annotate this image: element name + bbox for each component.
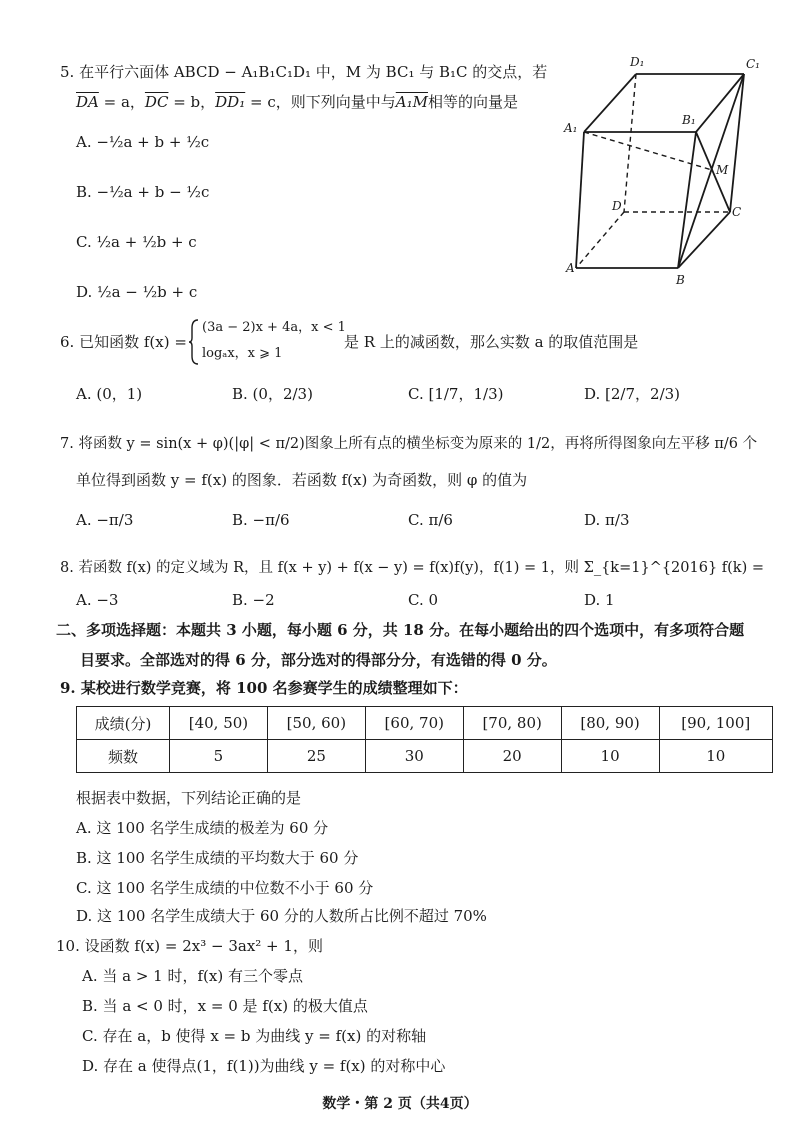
q5-option-a: A. −½a + b + ½c — [76, 133, 210, 151]
q10-option-a: A. 当 a > 1 时，f(x) 有三个零点 — [82, 967, 303, 985]
table-freq: 30 — [365, 740, 463, 773]
table-row-header — [77, 707, 773, 740]
edge-a1a — [576, 132, 584, 268]
vector-dd1: DD₁ — [215, 93, 246, 111]
table-freq: 25 — [267, 740, 365, 773]
page-footer: 数学・第 2 页（共4页） — [322, 1096, 478, 1112]
q9-option-c: C. 这 100 名学生成绩的中位数不小于 60 分 — [76, 879, 374, 897]
q6-stem-suffix: 是 R 上的减函数，那么实数 a 的取值范围是 — [344, 333, 639, 351]
q9-lead: 根据表中数据，下列结论正确的是 — [76, 789, 302, 807]
q8-stem: 8. 若函数 f(x) 的定义域为 R，且 f(x + y) + f(x − y) = f(x)f(y)，f(1) = 1，则 Σ_{k=1}^{2016} f(k) = — [60, 560, 765, 576]
q6-option-c: C. [1/7，1/3) — [408, 385, 504, 403]
q5-eq-b: = b， — [168, 93, 216, 111]
edge-c1b1 — [696, 74, 744, 132]
q5-stem-tail: 相等的向量是 — [427, 93, 518, 111]
table-interval: [40, 50) — [170, 707, 268, 740]
table-row-freq — [77, 740, 773, 773]
q5-eq-a: = a， — [98, 93, 145, 111]
q6-stem-prefix: 6. 已知函数 f(x) = — [60, 333, 187, 351]
q8-option-a: A. −3 — [76, 591, 119, 609]
label-d1: D₁ — [630, 55, 645, 69]
table-interval: [50, 60) — [267, 707, 365, 740]
vector-a1m: A₁M — [395, 93, 428, 111]
hidden-edge-da — [576, 212, 624, 268]
edge-d1a1 — [584, 74, 636, 132]
q6-piece1: (3a − 2)x + 4a，x < 1 — [202, 320, 346, 335]
table-freq: 10 — [659, 740, 772, 773]
q10-option-c: C. 存在 a，b 使得 x = b 为曲线 y = f(x) 的对称轴 — [82, 1027, 427, 1045]
label-a: A — [566, 261, 575, 275]
edge-bc — [678, 212, 730, 268]
label-b: B — [676, 273, 685, 287]
score-frequency-table — [76, 706, 773, 773]
q6-option-d: D. [2/7，2/3) — [584, 385, 681, 403]
table-interval: [80, 90) — [561, 707, 659, 740]
q5-stem-line1: 5. 在平行六面体 ABCD − A₁B₁C₁D₁ 中，M 为 BC₁ 与 B₁C 的交点，若 — [60, 63, 548, 81]
q8-option-b: B. −2 — [232, 591, 275, 609]
q5-option-c: C. ½a + ½b + c — [76, 233, 197, 251]
label-c1: C₁ — [746, 57, 760, 71]
q7-stem-line1: 7. 将函数 y = sin(x + φ)(|φ| < π/2)图象上所有点的横坐标变为原来的 1/2，再将所得图象向左平移 π/6 个 — [60, 436, 758, 452]
section2-heading-line2: 目要求。全部选对的得 6 分，部分选对的得部分分，有选错的得 0 分。 — [80, 651, 557, 669]
parallelepiped-figure — [560, 50, 780, 290]
hidden-edge-d1d — [624, 74, 636, 212]
q5-option-d: D. ½a − ½b + c — [76, 283, 198, 301]
q9-option-d: D. 这 100 名学生成绩大于 60 分的人数所占比例不超过 70% — [76, 907, 487, 925]
label-c: C — [732, 205, 742, 219]
q7-option-a: A. −π/3 — [76, 511, 134, 529]
table-header-label: 成绩(分) — [77, 707, 170, 740]
table-interval: [70, 80) — [463, 707, 561, 740]
q6-brace — [188, 318, 200, 366]
q7-option-b: B. −π/6 — [232, 511, 290, 529]
section2-heading-line1: 二、多项选择题：本题共 3 小题，每小题 6 分，共 18 分。在每小题给出的四个选项中，有多项符合题 — [56, 621, 745, 639]
q8-option-d: D. 1 — [584, 591, 615, 609]
vector-da: $\overline{DA}$ — [76, 93, 99, 111]
q7-option-d: D. π/3 — [584, 511, 630, 529]
table-freq: 20 — [463, 740, 561, 773]
edge-b1b — [678, 132, 696, 268]
q10-stem: 10. 设函数 f(x) = 2x³ − 3ax² + 1，则 — [56, 937, 323, 955]
label-a1: A₁ — [564, 121, 578, 135]
q9-option-a: A. 这 100 名学生成绩的极差为 60 分 — [76, 819, 329, 837]
label-b1: B₁ — [682, 113, 696, 127]
q5-option-b: B. −½a + b − ½c — [76, 183, 210, 201]
q5-stem-line2 — [76, 92, 518, 112]
table-interval: [60, 70) — [365, 707, 463, 740]
table-row-label: 频数 — [77, 740, 170, 773]
q6-option-b: B. (0，2/3) — [232, 385, 313, 403]
q5-eq-c: = c，则下列向量中与 — [245, 93, 396, 111]
q7-stem-line2: 单位得到函数 y = f(x) 的图象．若函数 f(x) 为奇函数，则 φ 的值为 — [76, 471, 528, 489]
q10-option-b: B. 当 a < 0 时，x = 0 是 f(x) 的极大值点 — [82, 997, 368, 1015]
label-m: M — [716, 163, 729, 177]
q6-option-a: A. (0，1) — [76, 385, 143, 403]
table-freq: 10 — [561, 740, 659, 773]
q9-stem: 9. 某校进行数学竞赛，将 100 名参赛学生的成绩整理如下： — [60, 679, 468, 697]
vector-dc: $\overline{DC}$ — [144, 93, 169, 111]
table-interval: [90, 100] — [659, 707, 772, 740]
q6-piece2: logₐx，x ⩾ 1 — [202, 346, 283, 361]
table-freq: 5 — [170, 740, 268, 773]
q10-option-d: D. 存在 a 使得点(1，f(1))为曲线 y = f(x) 的对称中心 — [82, 1057, 446, 1075]
q8-option-c: C. 0 — [408, 591, 439, 609]
q9-option-b: B. 这 100 名学生成绩的平均数大于 60 分 — [76, 849, 359, 867]
label-d: D — [612, 199, 622, 213]
q7-option-c: C. π/6 — [408, 511, 453, 529]
